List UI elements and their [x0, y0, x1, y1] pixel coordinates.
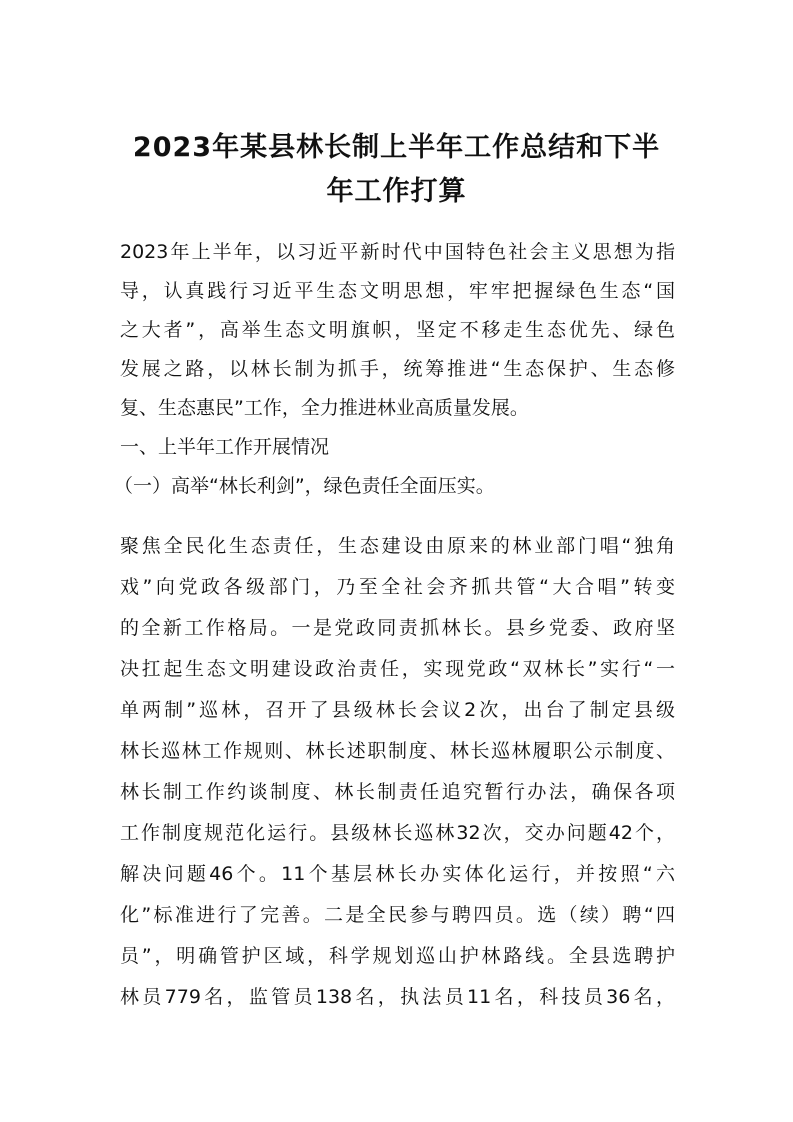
body-line: 决扛起生态文明建设政治责任，实现党政“双林长”实行“一 [120, 658, 675, 680]
body-line: 的全新工作格局。一是党政同责抓林长。县乡党委、政府坚 [120, 617, 675, 639]
body-line: 林长巡林工作规则、林长述职制度、林长巡林履职公示制度、 [120, 740, 675, 762]
document-title-line-2: 年工作打算 [326, 176, 467, 207]
intro-line: 之大者”，高举生态文明旗帜，坚定不移走生态优先、绿色 [120, 319, 675, 341]
body-line: 单两制”巡林，召开了县级林长会议2次，出台了制定县级 [120, 699, 675, 721]
document-title-line-1: 2023年某县林长制上半年工作总结和下半 [132, 132, 661, 163]
body-line: 林长制工作约谈制度、林长制责任追究暂行办法，确保各项 [120, 781, 675, 803]
intro-line: 导，认真践行习近平生态文明思想，牢牢把握绿色生态“国 [120, 280, 675, 302]
body-line: 林员779名，监管员138名，执法员11名，科技员36名， [120, 986, 675, 1008]
section-heading: 一、上半年工作开展情况 [120, 436, 330, 458]
intro-line: 2023年上半年，以习近平新时代中国特色社会主义思想为指 [120, 241, 675, 263]
body-line: 聚焦全民化生态责任，生态建设由原来的林业部门唱“独角 [120, 535, 675, 557]
body-line: 员”，明确管护区域，科学规划巡山护林路线。全县选聘护 [120, 945, 675, 967]
subsection-heading: （一）高举“林长利剑”，绿色责任全面压实。 [114, 475, 495, 497]
body-line: 解决问题46个。11个基层林长办实体化运行，并按照“六 [120, 863, 675, 885]
intro-line: 发展之路，以林长制为抓手，统筹推进“生态保护、生态修 [120, 358, 675, 380]
body-line: 工作制度规范化运行。县级林长巡林32次，交办问题42个， [120, 822, 675, 844]
body-line: 化”标准进行了完善。二是全民参与聘四员。选（续）聘“四 [120, 904, 675, 926]
body-line: 戏”向党政各级部门，乃至全社会齐抓共管“大合唱”转变 [120, 576, 675, 598]
intro-line: 复、生态惠民”工作，全力推进林业高质量发展。 [120, 397, 529, 419]
